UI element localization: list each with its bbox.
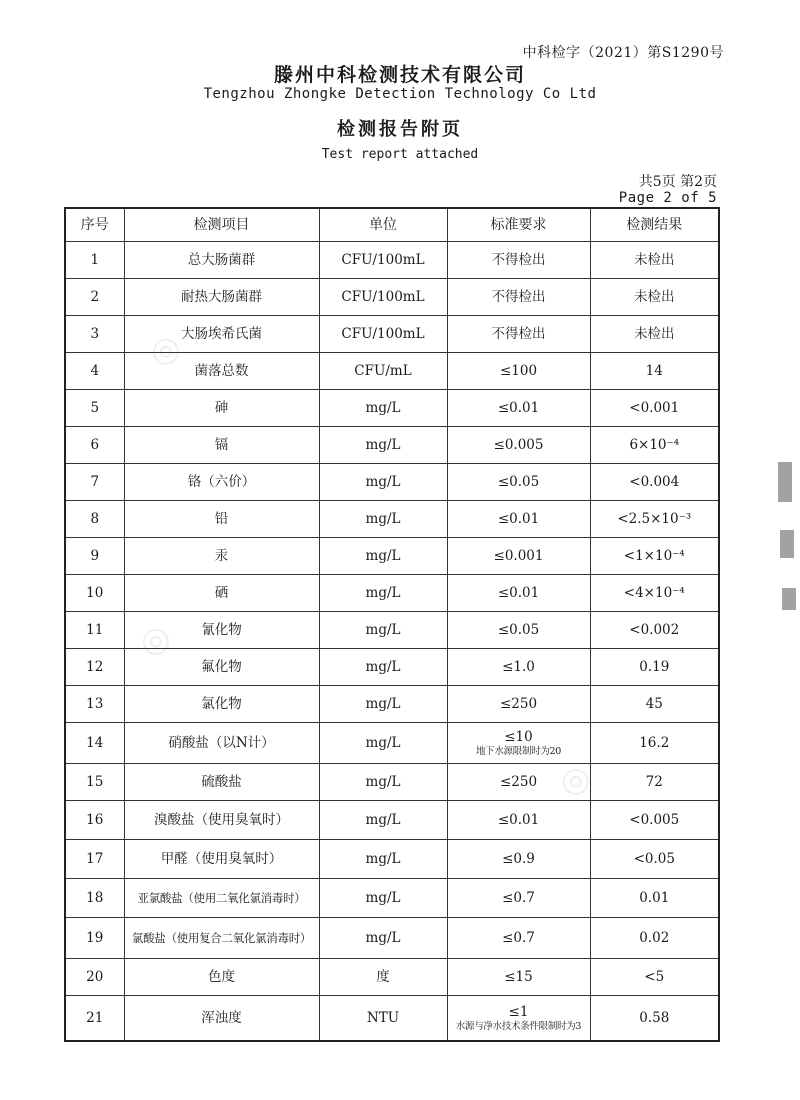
cell-result-text: 45 — [645, 695, 663, 712]
cell-unit-text: CFU/mL — [354, 362, 412, 379]
cell-standard-text: ≤250 — [499, 773, 538, 790]
cell-standard-note: 水源与净水技术条件限制时为3 — [455, 1021, 582, 1032]
cell-standard — [447, 279, 590, 316]
cell-no-text: 1 — [90, 251, 100, 268]
cell-result-text: 72 — [645, 773, 663, 790]
table-header-row — [65, 208, 719, 242]
cell-item — [124, 575, 319, 612]
cell-item — [124, 801, 319, 840]
cell-standard-text: 不得检出 — [491, 288, 546, 305]
cell-item — [124, 879, 319, 918]
table-row — [65, 612, 719, 649]
cell-standard-text: ≤0.01 — [497, 584, 540, 601]
cell-result — [590, 996, 719, 1042]
cell-item-text: 氯化物 — [201, 695, 242, 712]
cell-item — [124, 501, 319, 538]
cell-result-text: 14 — [645, 362, 663, 379]
cell-no-text: 18 — [86, 889, 104, 906]
cell-unit-text: mg/L — [365, 889, 401, 906]
cell-unit-text: CFU/100mL — [341, 251, 425, 268]
cell-unit-text: mg/L — [365, 436, 401, 453]
cell-no — [65, 353, 124, 390]
cell-item-text: 耐热大肠菌群 — [181, 288, 262, 305]
table-row — [65, 723, 719, 764]
cell-no — [65, 801, 124, 840]
cell-standard-text: ≤100 — [499, 362, 538, 379]
table-row — [65, 996, 719, 1042]
cell-standard — [447, 575, 590, 612]
cell-result — [590, 959, 719, 996]
cell-standard-text: ≤0.01 — [497, 510, 540, 527]
cell-unit-text: mg/L — [365, 773, 401, 790]
cell-standard — [447, 686, 590, 723]
cell-no — [65, 279, 124, 316]
cell-no-text: 13 — [86, 695, 104, 712]
table-row — [65, 390, 719, 427]
cell-no — [65, 316, 124, 353]
cell-result — [590, 390, 719, 427]
test-results-table — [64, 207, 720, 1042]
cell-unit-text: mg/L — [365, 584, 401, 601]
cell-no — [65, 464, 124, 501]
cell-result — [590, 612, 719, 649]
cell-item — [124, 996, 319, 1042]
cell-result-text: <1×10⁻⁴ — [623, 547, 685, 564]
cell-unit-text: mg/L — [365, 621, 401, 638]
cell-standard — [447, 612, 590, 649]
cell-unit — [319, 464, 447, 501]
cell-unit — [319, 353, 447, 390]
company-name-en: Tengzhou Zhongke Detection Technology Co Ltd — [203, 86, 597, 102]
cell-item — [124, 723, 319, 764]
cell-standard-text: ≤0.05 — [497, 621, 540, 638]
cell-standard-text: ≤10 — [504, 729, 533, 745]
report-title-cn: 检测报告附页 — [337, 119, 463, 140]
cell-no-text: 5 — [90, 399, 100, 416]
cell-result-text: 6×10⁻⁴ — [629, 436, 680, 453]
cell-unit-text: mg/L — [365, 510, 401, 527]
cell-standard — [447, 959, 590, 996]
cell-standard-text: 不得检出 — [491, 325, 546, 342]
cell-result — [590, 764, 719, 801]
cell-result — [590, 918, 719, 959]
cell-result — [590, 538, 719, 575]
cell-no-text: 3 — [90, 325, 100, 342]
cell-result — [590, 840, 719, 879]
cell-item-text: 氰化物 — [201, 621, 242, 638]
stamp-watermark: ◎ — [552, 755, 598, 805]
cell-no-text: 21 — [86, 1009, 104, 1026]
cell-unit-text: mg/L — [365, 734, 401, 751]
cell-no — [65, 764, 124, 801]
company-name-cn: 滕州中科检测技术有限公司 — [273, 64, 526, 86]
cell-result — [590, 316, 719, 353]
cell-unit — [319, 686, 447, 723]
test-results-table-wrap — [64, 207, 718, 1042]
table-row — [65, 764, 719, 801]
cell-no — [65, 501, 124, 538]
cell-no — [65, 612, 124, 649]
cell-result — [590, 279, 719, 316]
cell-item — [124, 538, 319, 575]
cell-standard — [447, 918, 590, 959]
cell-standard — [447, 996, 590, 1042]
cell-item — [124, 959, 319, 996]
cell-standard-text: ≤0.05 — [497, 473, 540, 490]
cell-item — [124, 840, 319, 879]
cell-standard — [447, 353, 590, 390]
cell-unit — [319, 538, 447, 575]
cell-no — [65, 538, 124, 575]
cell-result-text: <0.005 — [629, 811, 680, 828]
stamp-watermark: ◎ — [142, 325, 188, 375]
table-row — [65, 918, 719, 959]
report-title-en: Test report attached — [321, 147, 479, 162]
cell-no-text: 7 — [90, 473, 100, 490]
cell-no — [65, 723, 124, 764]
cell-standard — [447, 723, 590, 764]
cell-unit-text: CFU/100mL — [341, 325, 425, 342]
cell-no — [65, 879, 124, 918]
cell-standard-text: ≤250 — [499, 695, 538, 712]
cell-standard-text: ≤0.01 — [497, 811, 540, 828]
scan-edge-mark — [778, 462, 792, 502]
cell-result-text: <0.004 — [629, 473, 680, 490]
cell-item-text: 色度 — [208, 968, 235, 985]
cell-result-text: <0.002 — [629, 621, 680, 638]
cell-no-text: 6 — [90, 436, 100, 453]
cell-result — [590, 649, 719, 686]
report-number: 中科检字（2021）第S1290号 — [522, 45, 724, 61]
page-indicator-en: Page 2 of 5 — [618, 190, 717, 206]
cell-standard-text: ≤0.9 — [502, 850, 535, 867]
cell-unit — [319, 612, 447, 649]
cell-result-text: 未检出 — [634, 288, 675, 305]
cell-result-text: 未检出 — [634, 325, 675, 342]
cell-item — [124, 316, 319, 353]
cell-unit — [319, 840, 447, 879]
header-result: 检测结果 — [590, 208, 719, 242]
cell-result-text: <2.5×10⁻³ — [617, 510, 692, 527]
table-row — [65, 427, 719, 464]
scan-edge-mark — [782, 588, 796, 610]
cell-unit — [319, 879, 447, 918]
cell-no-text: 8 — [90, 510, 100, 527]
cell-unit-text: mg/L — [365, 547, 401, 564]
cell-item — [124, 686, 319, 723]
cell-unit — [319, 316, 447, 353]
cell-no-text: 4 — [90, 362, 100, 379]
cell-unit — [319, 649, 447, 686]
cell-item-text: 铅 — [214, 510, 229, 527]
cell-standard — [447, 538, 590, 575]
cell-item-text: 氟化物 — [201, 658, 242, 675]
table-row — [65, 801, 719, 840]
table-row — [65, 575, 719, 612]
table-row — [65, 242, 719, 279]
cell-item — [124, 390, 319, 427]
cell-no — [65, 840, 124, 879]
cell-item-text: 氯酸盐（使用复合二氧化氯消毒时） — [131, 930, 312, 945]
cell-item — [124, 612, 319, 649]
header-no: 序号 — [65, 208, 124, 242]
stamp-watermark: ◎ — [132, 615, 178, 665]
cell-no-text: 9 — [90, 547, 100, 564]
cell-no — [65, 918, 124, 959]
cell-standard-text: ≤0.001 — [493, 547, 544, 564]
table-row — [65, 316, 719, 353]
cell-unit-text: 度 — [376, 968, 390, 985]
cell-standard — [447, 801, 590, 840]
cell-result — [590, 686, 719, 723]
cell-result-text: 16.2 — [639, 734, 670, 751]
cell-no-text: 11 — [86, 621, 104, 638]
cell-result — [590, 353, 719, 390]
cell-item — [124, 242, 319, 279]
cell-no-text: 16 — [86, 811, 104, 828]
cell-item-text: 铬（六价） — [187, 473, 256, 490]
table-row — [65, 649, 719, 686]
cell-standard-text: 不得检出 — [491, 251, 546, 268]
cell-result-text: 0.58 — [639, 1009, 670, 1026]
cell-no-text: 19 — [86, 929, 104, 946]
header-item: 检测项目 — [124, 208, 319, 242]
table-row — [65, 538, 719, 575]
table-row — [65, 959, 719, 996]
cell-result-text: <4×10⁻⁴ — [623, 584, 685, 601]
cell-unit — [319, 242, 447, 279]
table-row — [65, 464, 719, 501]
cell-item — [124, 464, 319, 501]
cell-item-text: 汞 — [214, 547, 229, 564]
cell-unit — [319, 918, 447, 959]
cell-unit — [319, 427, 447, 464]
cell-item-text: 硫酸盐 — [201, 773, 242, 790]
cell-no — [65, 959, 124, 996]
cell-item — [124, 649, 319, 686]
cell-result-text: 0.02 — [639, 929, 670, 946]
cell-item-text: 砷 — [214, 399, 229, 416]
cell-result-text: <0.05 — [633, 850, 675, 867]
table-row — [65, 840, 719, 879]
cell-standard — [447, 427, 590, 464]
cell-result — [590, 501, 719, 538]
cell-no — [65, 686, 124, 723]
cell-standard — [447, 764, 590, 801]
cell-unit — [319, 764, 447, 801]
cell-unit-text: mg/L — [365, 473, 401, 490]
cell-item-text: 亚氯酸盐（使用二氧化氯消毒时） — [137, 890, 306, 905]
cell-standard-note: 地下水源限制时为20 — [475, 746, 562, 757]
cell-unit-text: mg/L — [365, 811, 401, 828]
cell-no-text: 14 — [86, 734, 104, 751]
table-row — [65, 501, 719, 538]
cell-no — [65, 649, 124, 686]
cell-no-text: 17 — [86, 850, 104, 867]
cell-item — [124, 279, 319, 316]
cell-result-text: 0.01 — [639, 889, 670, 906]
cell-result-text: 0.19 — [639, 658, 670, 675]
cell-no-text: 12 — [86, 658, 104, 675]
cell-unit — [319, 279, 447, 316]
cell-unit — [319, 501, 447, 538]
cell-standard-text: ≤0.005 — [493, 436, 544, 453]
cell-standard — [447, 390, 590, 427]
cell-item-text: 菌落总数 — [194, 362, 249, 379]
cell-item-text: 硒 — [214, 584, 229, 601]
cell-item-text: 总大肠菌群 — [187, 251, 256, 268]
cell-unit-text: mg/L — [365, 658, 401, 675]
cell-unit — [319, 959, 447, 996]
header-unit: 单位 — [319, 208, 447, 242]
cell-no — [65, 996, 124, 1042]
cell-no — [65, 390, 124, 427]
cell-result — [590, 801, 719, 840]
cell-standard-text: ≤15 — [504, 968, 533, 985]
cell-item — [124, 427, 319, 464]
cell-item-text: 浑浊度 — [201, 1009, 242, 1026]
cell-item — [124, 918, 319, 959]
cell-unit-text: mg/L — [365, 850, 401, 867]
table-row — [65, 353, 719, 390]
cell-no — [65, 427, 124, 464]
cell-item-text: 硝酸盐（以N计） — [168, 734, 275, 751]
page-indicator-cn: 共5页 第2页 — [638, 174, 717, 190]
cell-standard-text: ≤0.7 — [502, 889, 535, 906]
cell-result-text: <0.001 — [629, 399, 680, 416]
header-standard: 标准要求 — [447, 208, 590, 242]
cell-item — [124, 764, 319, 801]
cell-unit-text: mg/L — [365, 695, 401, 712]
scan-edge-mark — [780, 530, 794, 558]
cell-no — [65, 575, 124, 612]
cell-result — [590, 723, 719, 764]
cell-result — [590, 575, 719, 612]
cell-item-text: 溴酸盐（使用臭氧时） — [154, 811, 289, 828]
cell-unit-text: CFU/100mL — [341, 288, 425, 305]
cell-standard — [447, 840, 590, 879]
cell-standard — [447, 242, 590, 279]
cell-unit — [319, 575, 447, 612]
cell-no-text: 15 — [86, 773, 104, 790]
cell-standard — [447, 464, 590, 501]
cell-result — [590, 242, 719, 279]
cell-unit-text: mg/L — [365, 399, 401, 416]
table-row — [65, 686, 719, 723]
cell-standard — [447, 316, 590, 353]
cell-standard-text: ≤0.01 — [497, 399, 540, 416]
cell-standard — [447, 879, 590, 918]
table-body — [65, 242, 719, 1042]
cell-unit-text: NTU — [366, 1009, 400, 1026]
cell-standard — [447, 501, 590, 538]
cell-standard-text: ≤1 — [508, 1004, 529, 1020]
cell-no-text: 2 — [90, 288, 100, 305]
cell-no — [65, 242, 124, 279]
cell-no-text: 20 — [86, 968, 104, 985]
cell-result — [590, 427, 719, 464]
cell-result-text: 未检出 — [634, 251, 675, 268]
cell-standard — [447, 649, 590, 686]
table-row — [65, 879, 719, 918]
cell-unit — [319, 996, 447, 1042]
cell-no-text: 10 — [86, 584, 104, 601]
cell-unit — [319, 801, 447, 840]
cell-standard-text: ≤1.0 — [502, 658, 535, 675]
cell-result-text: <5 — [644, 968, 665, 985]
cell-unit — [319, 723, 447, 764]
cell-item-text: 大肠埃希氏菌 — [181, 325, 262, 342]
cell-item-text: 甲醛（使用臭氧时） — [160, 850, 283, 867]
cell-unit-text: mg/L — [365, 929, 401, 946]
cell-unit — [319, 390, 447, 427]
cell-result — [590, 464, 719, 501]
cell-result — [590, 879, 719, 918]
cell-standard-text: ≤0.7 — [502, 929, 535, 946]
cell-item — [124, 353, 319, 390]
table-row — [65, 279, 719, 316]
cell-item-text: 镉 — [214, 436, 229, 453]
